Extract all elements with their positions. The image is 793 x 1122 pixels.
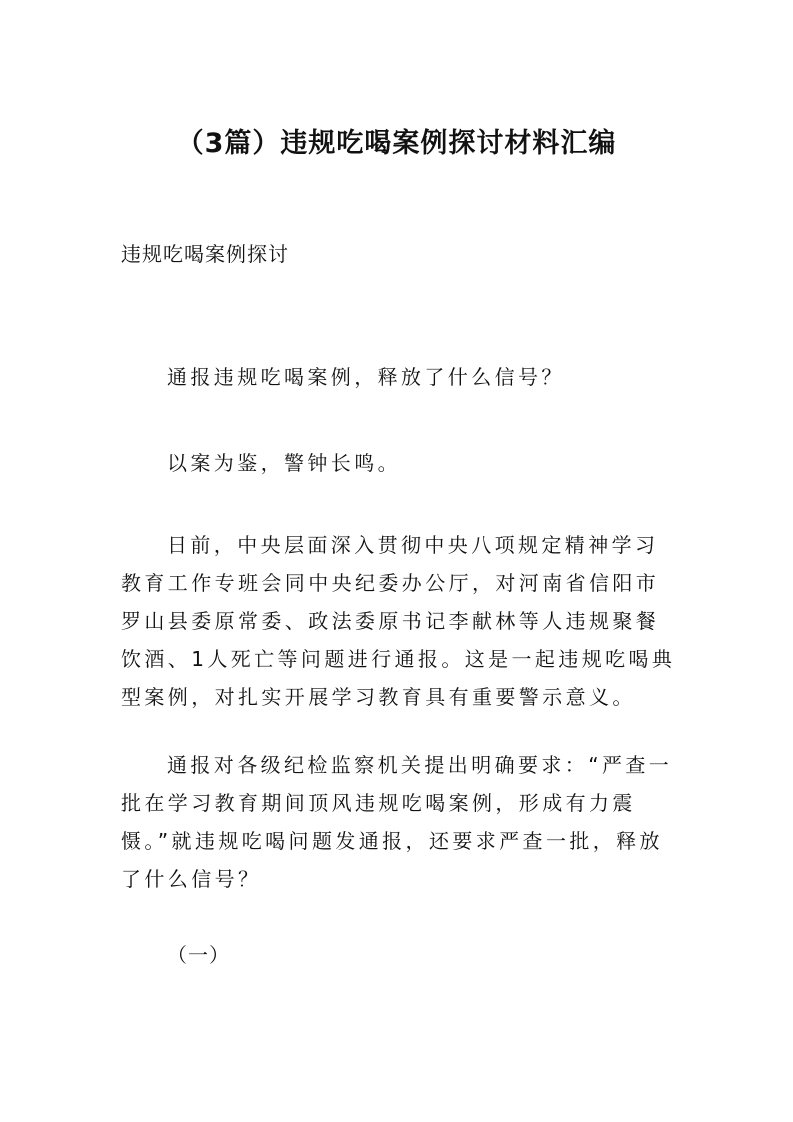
paragraph-requirement: 通报对各级纪检监察机关提出明确要求：“严查一批在学习教育期间顶风违规吃喝案例，形成有力震慑。”就违规吃喝问题发通报，还要求严查一批，释放了什么信号？: [121, 753, 673, 891]
section-heading-one: （一）: [167, 943, 230, 967]
document-subtitle: 违规吃喝案例探讨: [121, 242, 289, 266]
paragraph-notice: 日前，中央层面深入贯彻中央八项规定精神学习教育工作专班会同中央纪委办公厅，对河南省信阳市罗山县委原常委、政法委原书记李献林等人违规聚餐饮酒、1人死亡等问题进行通报。这是一起违规吃喝典型案例，对扎实开展学习教育具有重要警示意义。: [121, 533, 676, 709]
paragraph-question: 通报违规吃喝案例，释放了什么信号？: [167, 365, 565, 389]
document-title: （3篇）违规吃喝案例探讨材料汇编: [176, 128, 617, 159]
paragraph-warning: 以案为鉴，警钟长鸣。: [167, 451, 401, 475]
